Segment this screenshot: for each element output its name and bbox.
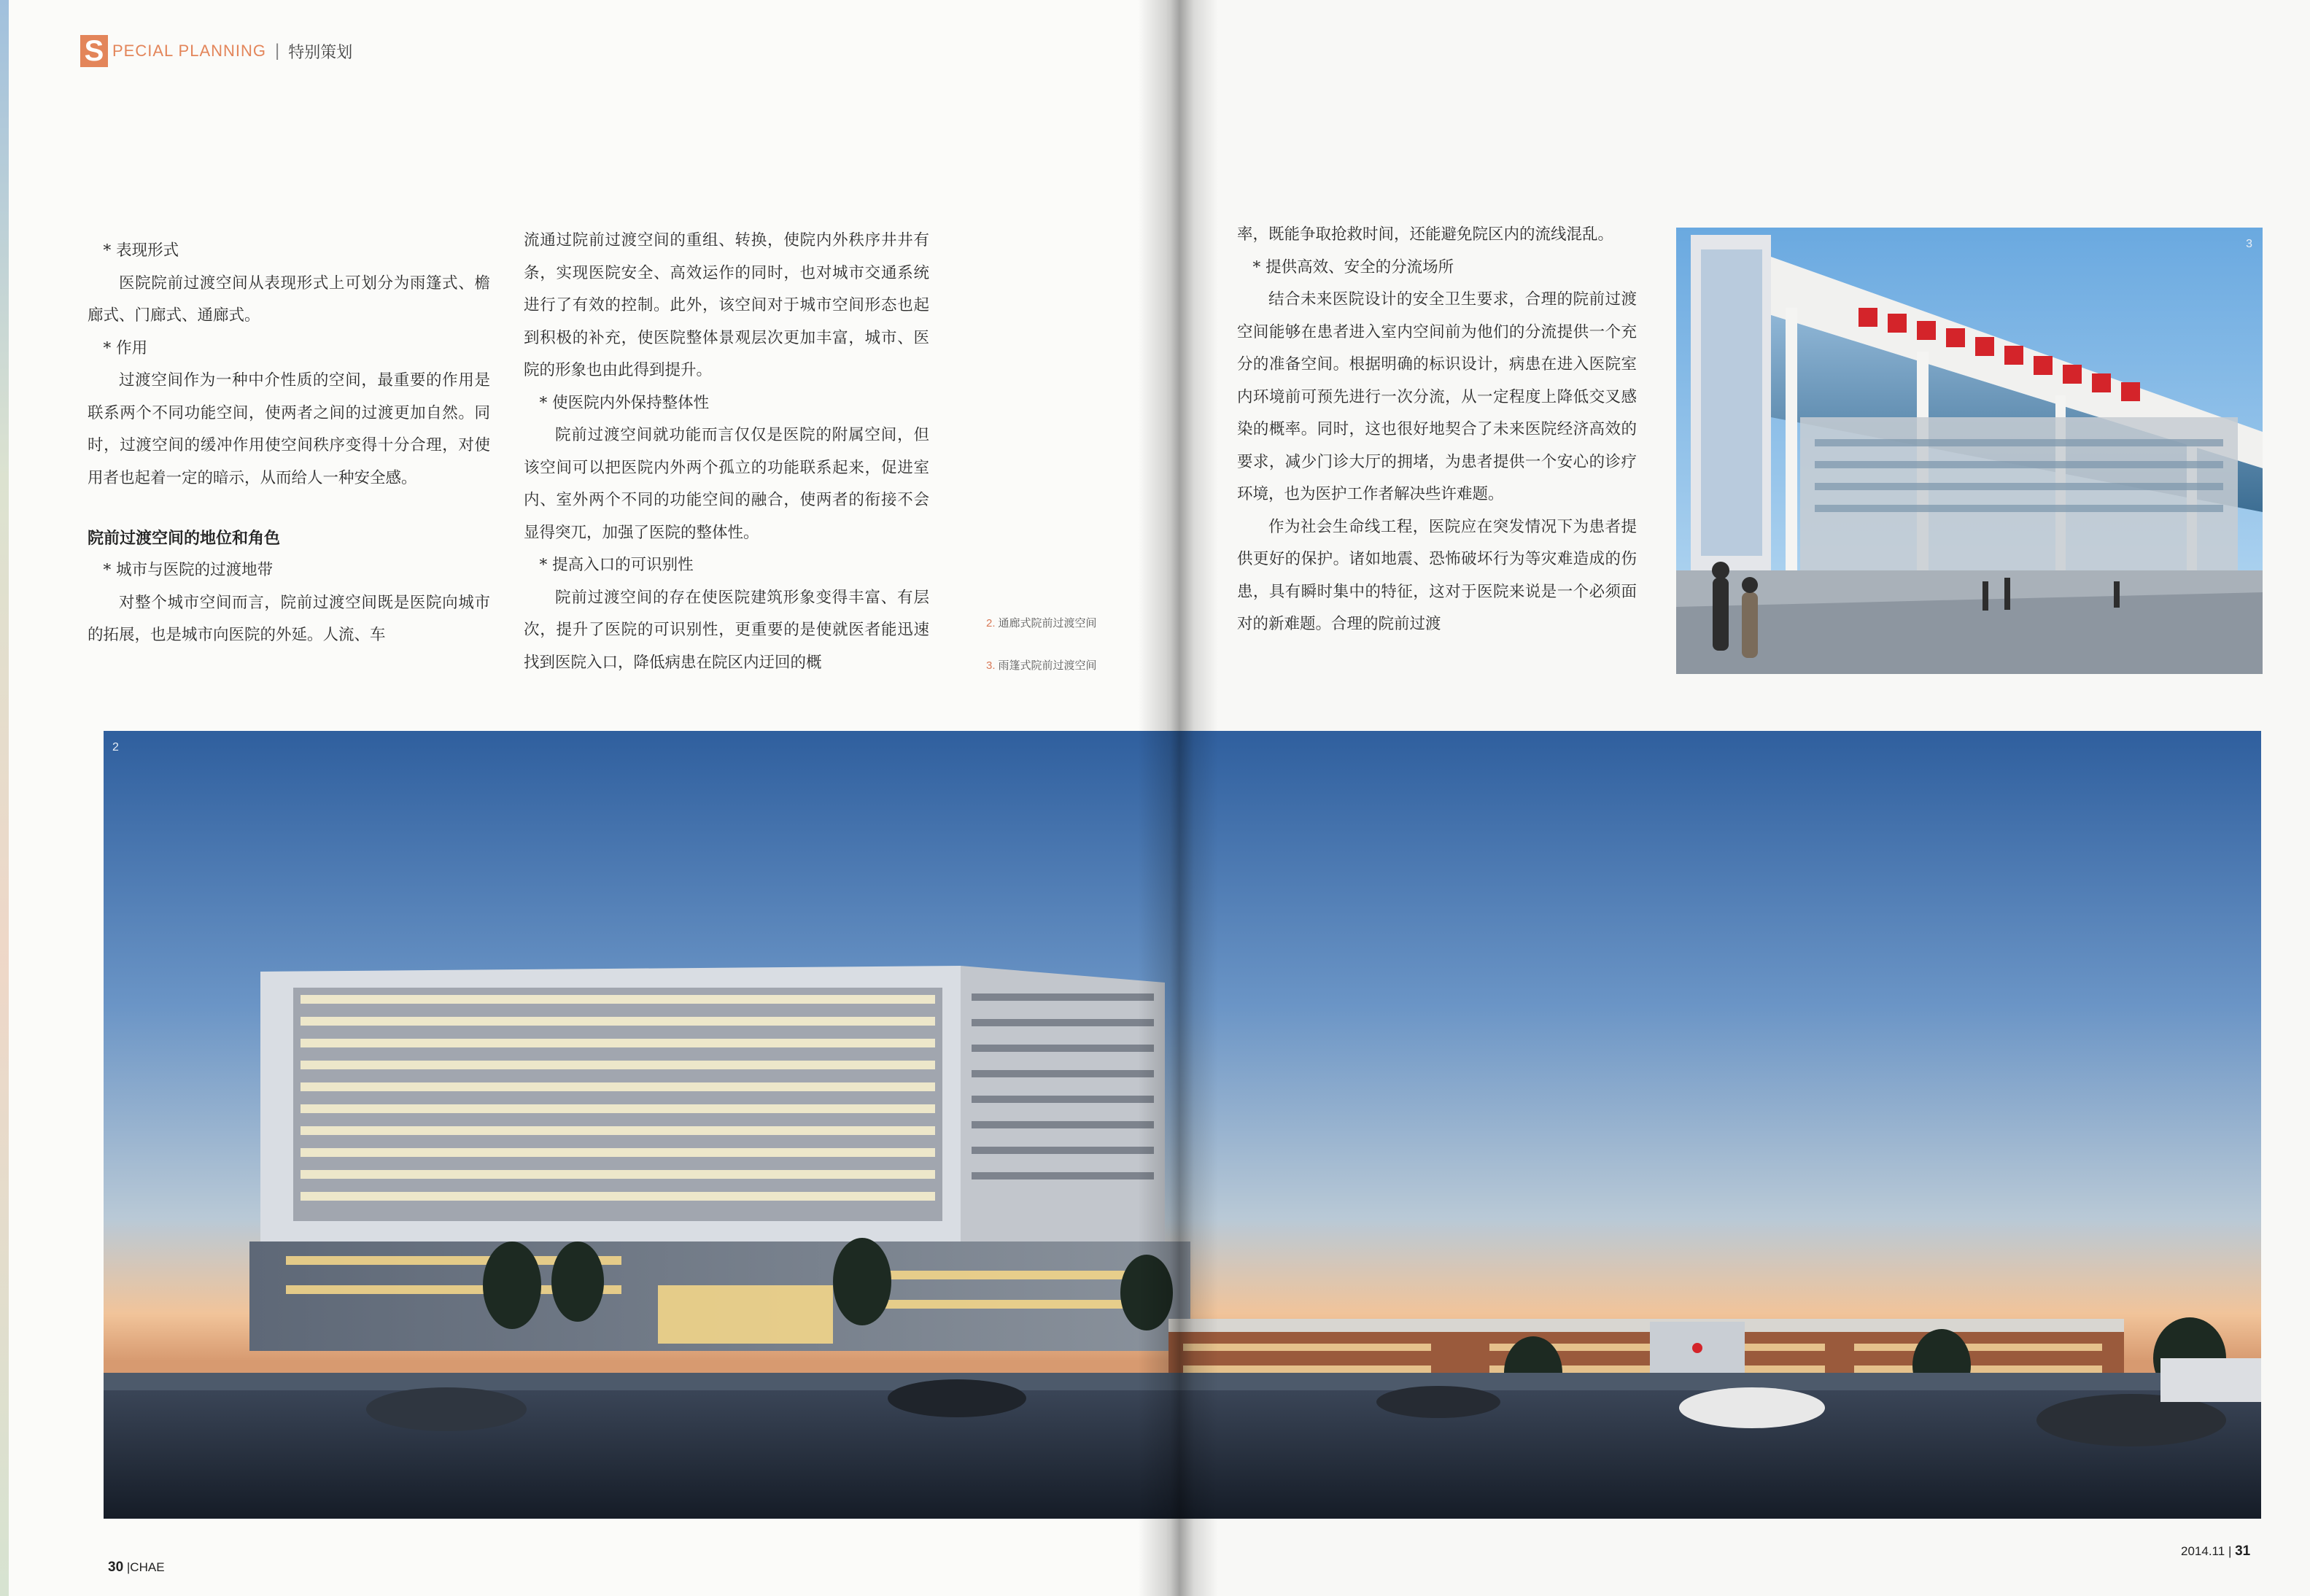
spread-gutter-shadow xyxy=(1138,0,1218,1596)
right-folio-date: 2014.11 xyxy=(2181,1544,2225,1558)
section-title-en: PECIAL PLANNING xyxy=(112,42,267,60)
paragraph: 作为社会生命线工程，医院应在突发情况下为患者提供更好的保护。诸如地震、恐怖破坏行为等灾难造成的伤患，具有瞬时集中的特征，这对于医院来说是一个必须面对的新难题。合理的院前过渡 xyxy=(1237,517,1637,633)
subheading-transition-zone: * 城市与医院的过渡地带 xyxy=(103,561,274,579)
section-header xyxy=(80,35,352,67)
paragraph: 院前过渡空间的存在使医院建筑形象变得丰富、有层次，提升了医院的可识别性，更重要的是使就医者能迅速找到医院入口，降低病患在院区内迂回的概 xyxy=(524,588,929,672)
subheading-function: * 作用 xyxy=(103,338,148,357)
section-logo-icon: S xyxy=(80,35,108,67)
caption-3: 3. 雨篷式院前过渡空间 xyxy=(986,659,1097,672)
text-column-2 xyxy=(524,225,929,679)
page-edge-strip xyxy=(0,0,9,1596)
text-column-3 xyxy=(1237,219,1637,641)
subheading-form: * 表现形式 xyxy=(103,241,179,260)
left-folio-mag: CHAE xyxy=(130,1560,165,1574)
left-page-number: 30 xyxy=(108,1560,124,1575)
right-page-folio xyxy=(2181,1543,2250,1560)
left-folio-separator: | xyxy=(126,1560,131,1574)
paragraph: 率，既能争取抢救时间，还能避免院区内的流线混乱。 xyxy=(1237,225,1614,244)
subheading-integrity: * 使医院内外保持整体性 xyxy=(539,393,710,412)
photo-canopy-entrance xyxy=(1676,228,2263,674)
subheading-triage: * 提供高效、安全的分流场所 xyxy=(1252,257,1454,276)
text-column-1 xyxy=(88,235,490,652)
paragraph: 医院院前过渡空间从表现形式上可划分为雨篷式、檐廊式、门廊式、通廊式。 xyxy=(88,274,490,325)
paragraph: 流通过院前过渡空间的重组、转换，使院内外秩序井井有条，实现医院安全、高效运作的同时，也对城市交通系统进行了有效的控制。此外，该空间对于城市空间形态也起到积极的补充，使医院整体景观层次更加丰富，城市、医院的形象也由此得到提升。 xyxy=(524,231,929,379)
right-folio-separator: | xyxy=(2228,1544,2232,1558)
photo-2-number: 2 xyxy=(112,741,119,754)
paragraph: 过渡空间作为一种中介性质的空间，最重要的作用是联系两个不同功能空间，使两者之间的过渡更加自然。同时，过渡空间的缓冲作用使空间秩序变得十分合理，对使用者也起着一定的暗示，从而给人一种安全感。 xyxy=(88,371,490,487)
figure-captions xyxy=(986,603,1097,687)
header-separator: | xyxy=(275,41,280,61)
paragraph: 对整个城市空间而言，院前过渡空间既是医院向城市的拓展，也是城市向医院的外延。人流、车 xyxy=(88,593,490,644)
left-page-folio xyxy=(108,1560,165,1576)
section-title-cn: 特别策划 xyxy=(288,42,353,61)
photo-3-number: 3 xyxy=(2246,238,2252,250)
right-page-number: 31 xyxy=(2235,1543,2251,1559)
paragraph: 结合未来医院设计的安全卫生要求，合理的院前过渡空间能够在患者进入室内空间前为他们的分流提供一个充分的准备空间。根据明确的标识设计，病患在进入医院室内环境前可预先进行一次分流，从一定程度上降低交叉感染的概率。同时，这也很好地契合了未来医院经济高效的要求，减少门诊大厅的拥堵，为患者提供一个安心的诊疗环境，也为医护工作者解决些许难题。 xyxy=(1237,290,1637,503)
subheading-identifiability: * 提高入口的可识别性 xyxy=(539,556,694,574)
caption-2: 2. 通廊式院前过渡空间 xyxy=(986,617,1097,630)
canopy-entrance-illustration xyxy=(1676,228,2263,674)
paragraph: 院前过渡空间就功能而言仅仅是医院的附属空间，但该空间可以把医院内外两个孤立的功能联系起来，促进室内、室外两个不同的功能空间的融合，使两者的衔接不会显得突兀，加强了医院的整体性。 xyxy=(524,426,929,542)
section-heading: 院前过渡空间的地位和角色 xyxy=(88,529,281,547)
